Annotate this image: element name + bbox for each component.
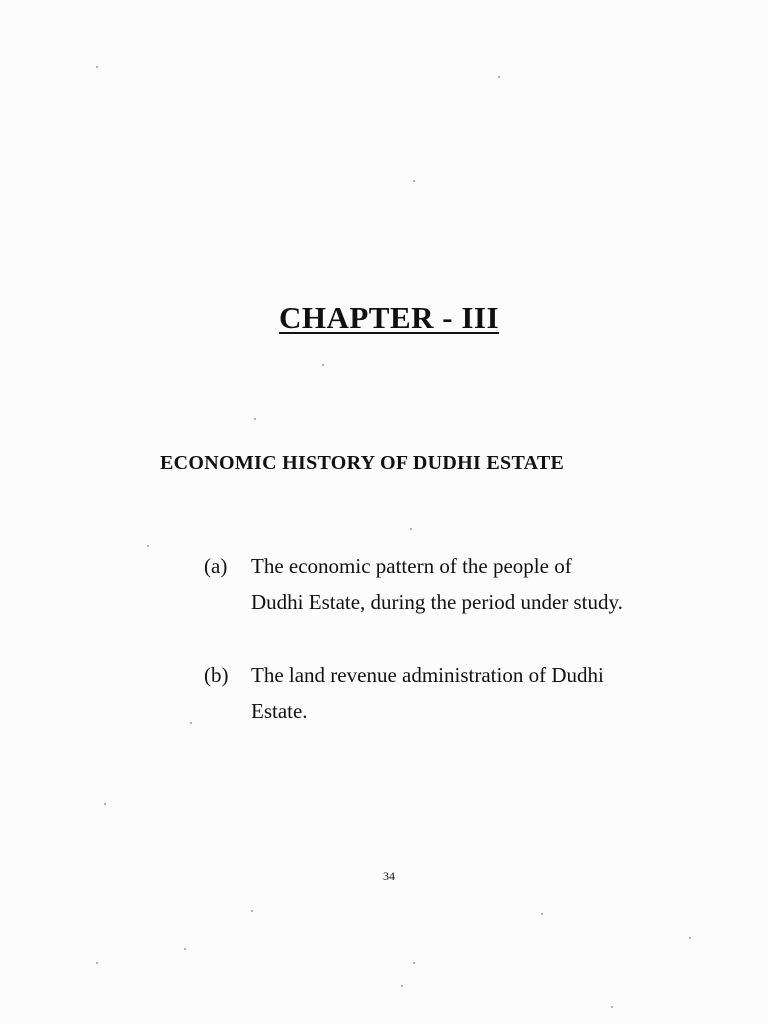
- scan-speck: [413, 962, 415, 964]
- scan-speck: [251, 910, 253, 912]
- scan-speck: [190, 722, 192, 724]
- scan-speck: [689, 937, 691, 939]
- page-number: 34: [383, 869, 395, 883]
- scan-speck: [611, 1006, 613, 1008]
- list-item-line: Dudhi Estate, during the period under study.: [251, 590, 623, 614]
- list-item-text: [251, 657, 691, 729]
- list-item-line: Estate.: [251, 699, 308, 723]
- scan-speck: [147, 545, 149, 547]
- scan-speck: [410, 528, 412, 530]
- list-item-marker: (b): [204, 663, 229, 687]
- scan-speck: [96, 66, 98, 68]
- scan-speck: [104, 803, 106, 805]
- list-item-text: [251, 548, 691, 620]
- scan-speck: [401, 985, 403, 987]
- scan-speck: [96, 962, 98, 964]
- scan-speck: [413, 180, 415, 182]
- list-item-line: The economic pattern of the people of: [251, 554, 572, 578]
- scan-speck: [254, 418, 256, 420]
- section-title: ECONOMIC HISTORY OF DUDHI ESTATE: [160, 452, 565, 474]
- list-item-marker: (a): [204, 554, 228, 578]
- scan-speck: [498, 76, 500, 78]
- scan-speck: [322, 364, 324, 366]
- chapter-title: CHAPTER - III: [278, 300, 500, 335]
- scan-speck: [184, 948, 186, 950]
- scan-speck: [541, 913, 543, 915]
- list-item-line: The land revenue administration of Dudhi: [251, 663, 604, 687]
